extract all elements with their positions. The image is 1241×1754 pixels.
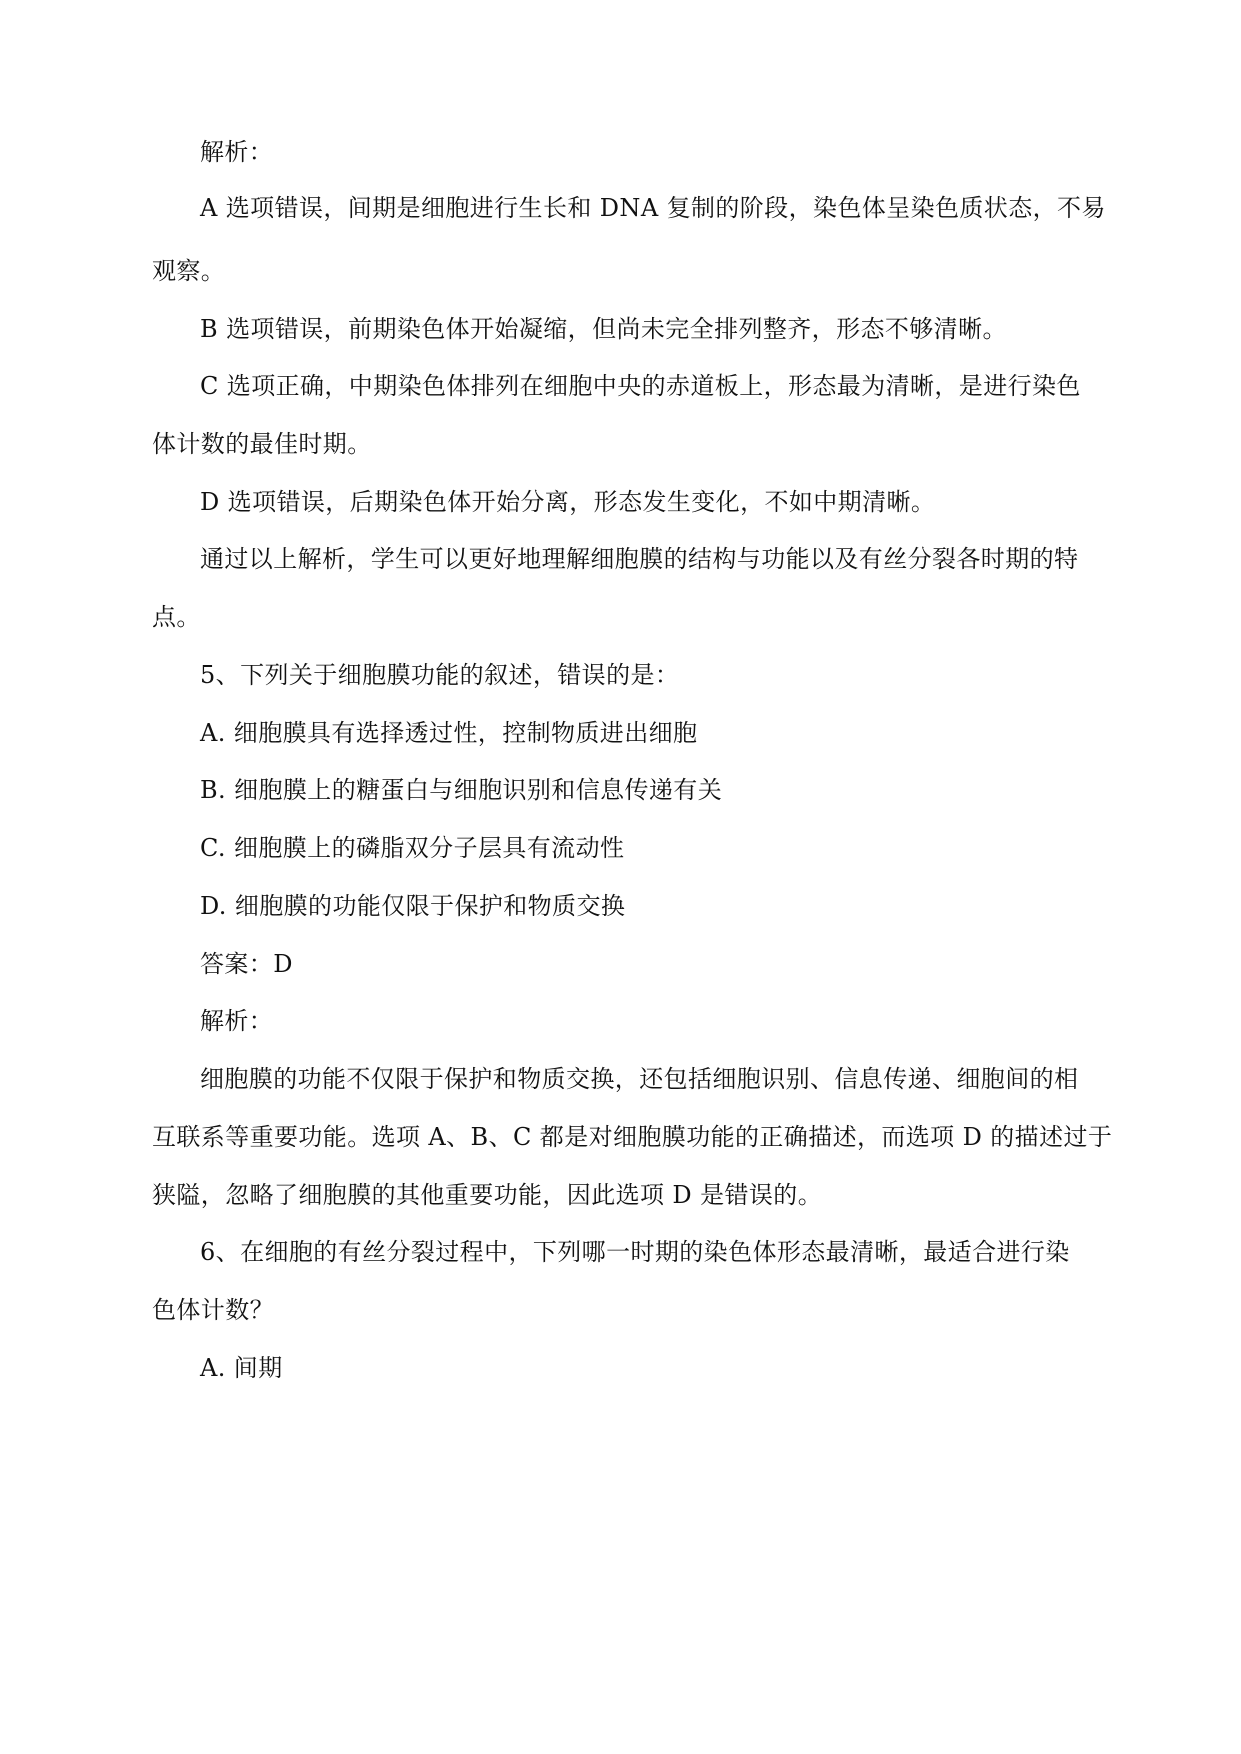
question-5-option-d: D. 细胞膜的功能仅限于保护和物质交换 bbox=[200, 892, 626, 920]
analysis-summary: 通过以上解析，学生可以更好地理解细胞膜的结构与功能以及有丝分裂各时期的特 bbox=[200, 545, 1079, 573]
question-5-analysis-heading: 解析： bbox=[200, 1007, 274, 1035]
question-5-stem: 5、下列关于细胞膜功能的叙述，错误的是： bbox=[200, 661, 680, 689]
question-6-stem-continued: 色体计数？ bbox=[152, 1296, 274, 1324]
analysis-option-c: C 选项正确，中期染色体排列在细胞中央的赤道板上，形态最为清晰，是进行染色 bbox=[200, 372, 1081, 400]
analysis-summary-continued: 点。 bbox=[152, 603, 201, 631]
question-5-analysis-line-3: 狭隘，忽略了细胞膜的其他重要功能，因此选项 D 是错误的。 bbox=[152, 1181, 823, 1209]
question-6-option-a: A. 间期 bbox=[200, 1354, 283, 1382]
analysis-option-a: A 选项错误，间期是细胞进行生长和 DNA 复制的阶段，染色体呈染色质状态，不易 bbox=[200, 194, 1106, 222]
analysis-option-d: D 选项错误，后期染色体开始分离，形态发生变化，不如中期清晰。 bbox=[200, 488, 936, 516]
question-5-analysis-line-1: 细胞膜的功能不仅限于保护和物质交换，还包括细胞识别、信息传递、细胞间的相 bbox=[200, 1065, 1079, 1093]
question-5-option-c: C. 细胞膜上的磷脂双分子层具有流动性 bbox=[200, 834, 625, 862]
question-6-stem: 6、在细胞的有丝分裂过程中，下列哪一时期的染色体形态最清晰，最适合进行染 bbox=[200, 1238, 1070, 1266]
question-5-analysis-line-2: 互联系等重要功能。选项 A、B、C 都是对细胞膜功能的正确描述，而选项 D 的描述过于 bbox=[152, 1123, 1113, 1151]
analysis-option-c-continued: 体计数的最佳时期。 bbox=[152, 430, 372, 458]
question-5-answer: 答案：D bbox=[200, 950, 293, 978]
analysis-option-b: B 选项错误，前期染色体开始凝缩，但尚未完全排列整齐，形态不够清晰。 bbox=[200, 315, 1007, 343]
question-5-option-b: B. 细胞膜上的糖蛋白与细胞识别和信息传递有关 bbox=[200, 776, 723, 804]
analysis-option-a-continued: 观察。 bbox=[152, 257, 226, 285]
analysis-heading: 解析： bbox=[200, 138, 274, 166]
question-5-option-a: A. 细胞膜具有选择透过性，控制物质进出细胞 bbox=[200, 719, 698, 747]
